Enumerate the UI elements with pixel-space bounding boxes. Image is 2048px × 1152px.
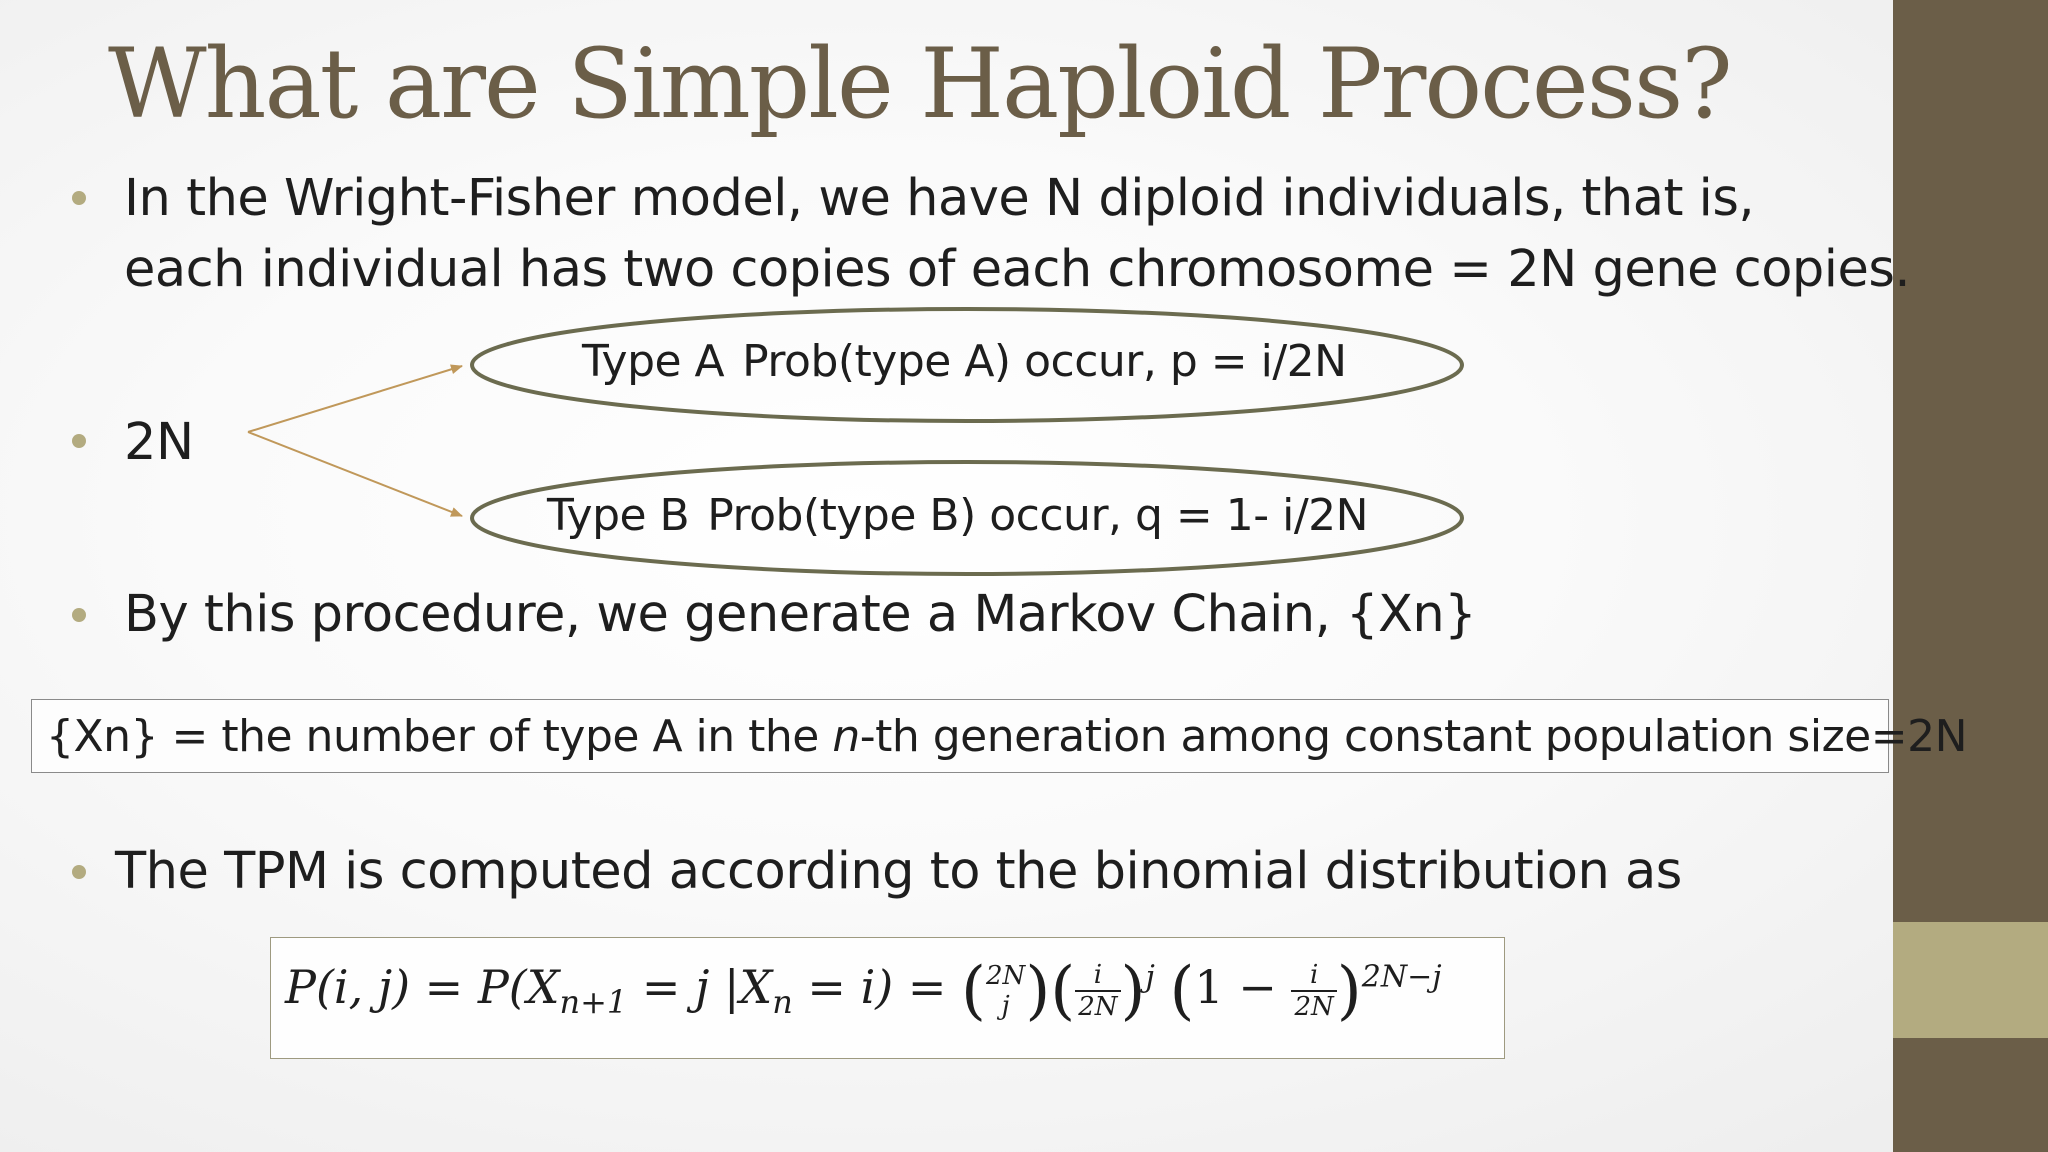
type-a-name: Type A (582, 336, 725, 387)
bullet-1-line-2: each individual has two copies of each chromosome = 2N gene copies. (124, 240, 1911, 299)
definition-text: {Xn} = the number of type A in the n-th generation among constant population size=2N (46, 711, 1968, 762)
arrow-to-type-b (248, 432, 462, 516)
bullet-dot (72, 608, 86, 622)
bullet-2: 2N (124, 413, 194, 472)
fraction-i-over-2n: $\frac{i}{2N}$ (1075, 960, 1120, 1022)
arrow-to-type-a (248, 366, 462, 432)
type-b-label (547, 490, 1368, 541)
definition-n: n (832, 711, 860, 762)
equation-box (270, 937, 1505, 1059)
sidebar-accent (1893, 922, 2048, 1038)
bullet-3: By this procedure, we generate a Markov Chain, {Xn} (124, 585, 1477, 644)
fraction-i-over-2n: $\frac{i}{2N}$ (1291, 960, 1336, 1022)
type-b-name: Type B (547, 490, 690, 541)
bullet-4: The TPM is computed according to the binomial distribution as (115, 842, 1682, 901)
type-b-probability: Prob(type B) occur, q = 1- i/2N (707, 490, 1369, 541)
bullet-1-line-1: In the Wright-Fisher model, we have N diploid individuals, that is, (124, 169, 1755, 228)
type-a-label (582, 336, 1347, 387)
binomial-coefficient: 2N j (986, 961, 1026, 1021)
bullet-dot (72, 865, 86, 879)
tpm-equation: P(i, $j) = P(X_{n+1} = j$ $|X_n = i$) = ( 2N j )( $\frac{i}{2N}$ )$^j$ (1 − $\frac{i}{2N}$ )$^{2N-j}$ (285, 954, 1442, 1028)
slide-title: What are Simple Haploid Process? (108, 28, 1731, 140)
type-a-probability: Prob(type A) occur, p = i/2N (742, 336, 1347, 387)
bullet-dot (72, 191, 86, 205)
definition-box (31, 699, 1968, 773)
